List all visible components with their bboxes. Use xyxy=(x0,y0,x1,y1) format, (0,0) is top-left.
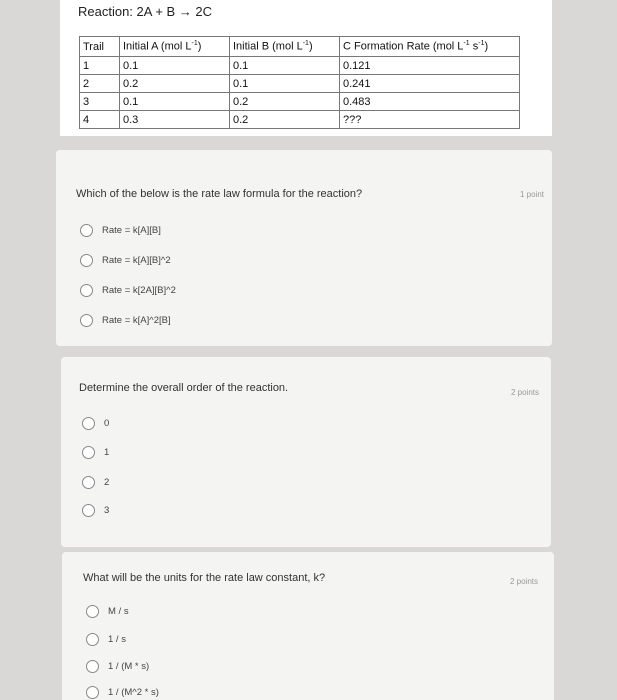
points-label: 1 point xyxy=(519,190,544,199)
option-label: 2 xyxy=(104,477,110,488)
option-rate-law-1[interactable] xyxy=(80,224,161,237)
radio-button[interactable] xyxy=(80,224,93,237)
option-label: Rate = k[2A][B]^2 xyxy=(102,285,176,296)
cell-b: 0.2 xyxy=(230,93,340,111)
cell-trail: 1 xyxy=(80,57,120,75)
cell-b: 0.2 xyxy=(230,111,340,129)
option-order-0[interactable] xyxy=(82,417,109,430)
option-label: M / s xyxy=(108,606,129,617)
header-initial-a: Initial A (mol $L^{-1}$) xyxy=(120,37,230,57)
cell-b: 0.1 xyxy=(230,75,340,93)
option-units-2[interactable] xyxy=(86,633,126,646)
cell-trail: 4 xyxy=(80,111,120,129)
option-units-3[interactable] xyxy=(86,660,149,673)
option-label: Rate = k[A][B]^2 xyxy=(102,255,171,266)
question-text: Which of the below is the rate law formula for the reaction? xyxy=(76,188,363,200)
rate-data-table xyxy=(79,36,520,129)
question-card-units xyxy=(62,552,554,700)
question-text: Determine the overall order of the reaction. xyxy=(79,382,289,394)
radio-button[interactable] xyxy=(82,504,95,517)
cell-c: 0.483 xyxy=(340,93,520,111)
table-header-row xyxy=(80,37,520,57)
radio-button[interactable] xyxy=(86,605,99,618)
cell-trail: 3 xyxy=(80,93,120,111)
header-trail: Trail xyxy=(80,37,120,57)
table-row xyxy=(80,93,520,111)
cell-a: 0.2 xyxy=(120,75,230,93)
radio-button[interactable] xyxy=(80,314,93,327)
radio-button[interactable] xyxy=(82,446,95,459)
option-rate-law-3[interactable] xyxy=(80,284,176,297)
table-row xyxy=(80,75,520,93)
points-label: 2 points xyxy=(509,577,538,586)
cell-b: 0.1 xyxy=(230,57,340,75)
cell-c: ??? xyxy=(340,111,520,129)
radio-button[interactable] xyxy=(80,284,93,297)
option-units-4[interactable] xyxy=(86,686,159,699)
reaction-title: Reaction: 2A + B → 2C xyxy=(78,4,213,19)
cell-c: 0.241 xyxy=(340,75,520,93)
radio-button[interactable] xyxy=(82,417,95,430)
option-rate-law-2[interactable] xyxy=(80,254,171,267)
radio-button[interactable] xyxy=(80,254,93,267)
question-card-overall-order xyxy=(61,357,551,547)
option-label: 1 xyxy=(104,447,110,458)
points-label: 2 points xyxy=(510,388,539,397)
radio-button[interactable] xyxy=(82,476,95,489)
radio-button[interactable] xyxy=(86,660,99,673)
option-order-3[interactable] xyxy=(82,504,109,517)
option-units-1[interactable] xyxy=(86,605,129,618)
question-card-rate-law xyxy=(56,150,552,346)
option-label: 1 / (M^2 * s) xyxy=(108,687,159,698)
header-c-rate: C Formation Rate (mol $L^{-1}$ $s^{-1}$) xyxy=(340,37,520,57)
option-order-1[interactable] xyxy=(82,446,109,459)
cell-a: 0.1 xyxy=(120,57,230,75)
table-row xyxy=(80,57,520,75)
option-order-2[interactable] xyxy=(82,476,109,489)
header-initial-b: Initial B (mol $L^{-1}$) xyxy=(230,37,340,57)
question-text: What will be the units for the rate law constant, k? xyxy=(83,572,326,584)
radio-button[interactable] xyxy=(86,633,99,646)
cell-a: 0.1 xyxy=(120,93,230,111)
cell-trail: 2 xyxy=(80,75,120,93)
option-label: 1 / (M * s) xyxy=(108,661,150,672)
option-label: 1 / s xyxy=(108,634,126,645)
cell-c: 0.121 xyxy=(340,57,520,75)
option-label: 0 xyxy=(104,418,110,429)
table-row xyxy=(80,111,520,129)
radio-button[interactable] xyxy=(86,686,99,699)
option-label: Rate = k[A][B] xyxy=(102,225,161,236)
option-label: Rate = k[A]^2[B] xyxy=(102,315,171,326)
option-label: 3 xyxy=(104,505,110,516)
cell-a: 0.3 xyxy=(120,111,230,129)
option-rate-law-4[interactable] xyxy=(80,314,171,327)
